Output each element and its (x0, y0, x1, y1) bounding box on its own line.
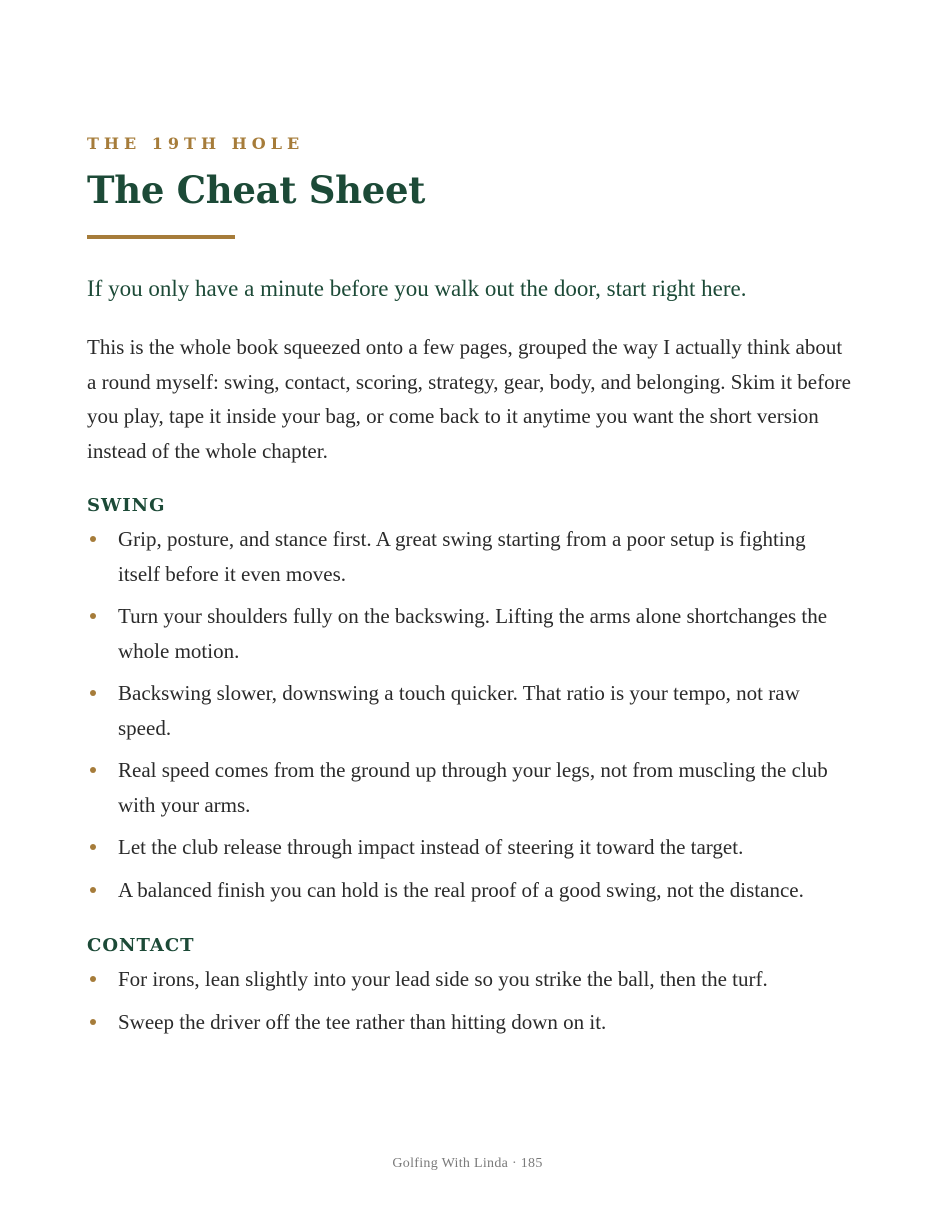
bullet-dot-icon (90, 844, 96, 850)
bullet-dot-icon (90, 690, 96, 696)
list-item (87, 1005, 852, 1040)
bullet-dot-icon (90, 976, 96, 982)
bullet-dot-icon (90, 887, 96, 893)
list-item (87, 753, 852, 822)
list-item-text: Real speed comes from the ground up through your legs, not from muscling the club with your arms. (118, 758, 828, 817)
list-item-text: Sweep the driver off the tee rather than hitting down on it. (118, 1009, 607, 1034)
list-item-text: Let the club release through impact instead of steering it toward the target. (118, 835, 744, 859)
chapter-eyebrow: THE 19TH HOLE (87, 134, 305, 153)
lede-paragraph: If you only have a minute before you walk out the door, start right here. (87, 276, 747, 301)
list-item (87, 962, 852, 997)
list-item-text: Grip, posture, and stance first. A great swing starting from a poor setup is fighting itself before it even moves. (118, 527, 806, 586)
list-item-text: Turn your shoulders fully on the backswing. Lifting the arms alone shortchanges the whole motion. (118, 604, 828, 663)
intro-paragraph: This is the whole book squeezed onto a few pages, grouped the way I actually think about a round myself: swing, contact, scoring, strategy, gear, body, and belonging. Skim it before you play, tape it inside your bag, or come back to it anytime you want the short version instead of the whole chapter. (87, 335, 851, 463)
list-item (87, 599, 852, 668)
bullet-dot-icon (90, 1019, 96, 1025)
list-item (87, 873, 852, 908)
list-item (87, 522, 852, 591)
list-item (87, 830, 852, 865)
bullet-dot-icon (90, 767, 96, 773)
list-item-text: A balanced finish you can hold is the real proof of a good swing, not the distance. (118, 877, 804, 902)
page-content (87, 134, 852, 1047)
bullet-dot-icon (90, 536, 96, 542)
page-footer: Golfing With Linda · 185 (392, 1156, 543, 1171)
list-item (87, 676, 852, 745)
section-heading-swing: SWING (87, 495, 166, 516)
list-item-text: Backswing slower, downswing a touch quicker. That ratio is your tempo, not raw speed. (118, 681, 800, 740)
swing-bullet-list (87, 522, 852, 907)
title-underline-rule (87, 235, 235, 239)
contact-bullet-list (87, 962, 852, 1039)
list-item-text: For irons, lean slightly into your lead side so you strike the ball, then the turf. (118, 967, 768, 991)
section-heading-contact: CONTACT (87, 935, 195, 956)
bullet-dot-icon (90, 613, 96, 619)
chapter-title: The Cheat Sheet (87, 168, 425, 212)
